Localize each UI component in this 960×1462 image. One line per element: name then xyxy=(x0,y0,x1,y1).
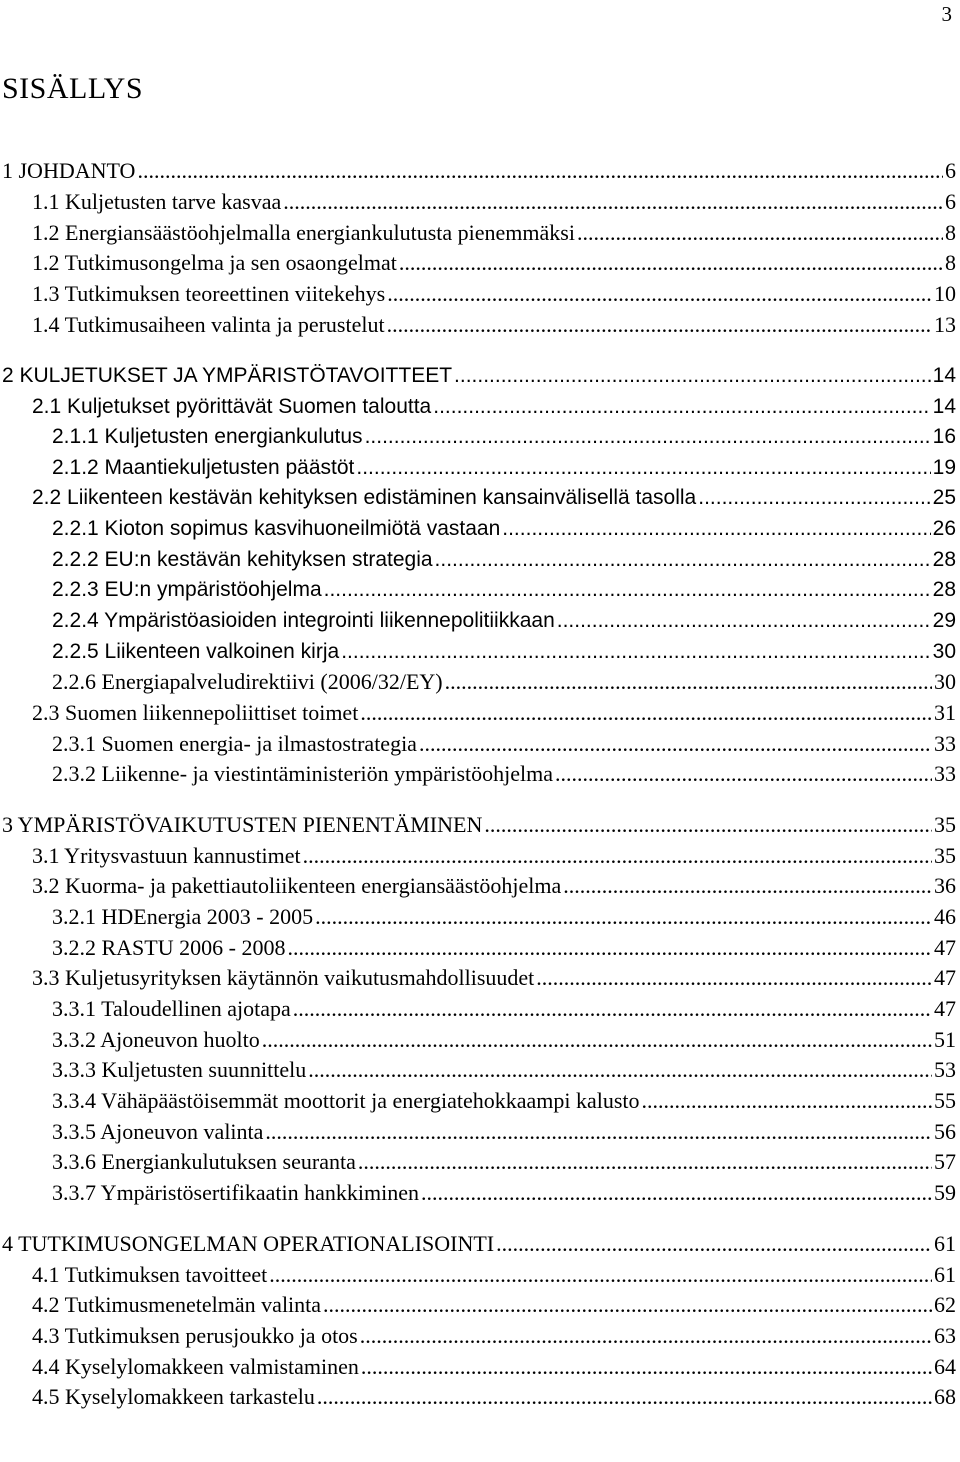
toc-entry-label: 2.1.2 Maantiekuljetusten päästöt xyxy=(52,456,355,479)
toc-entry-label: 2.2.2 EU:n kestävän kehityksen strategia xyxy=(52,548,433,571)
toc-entry[interactable] xyxy=(32,841,956,871)
toc-leader-dots xyxy=(265,1117,932,1147)
toc-entry[interactable] xyxy=(32,1260,956,1290)
toc-entry[interactable] xyxy=(52,1025,956,1055)
toc-entry[interactable] xyxy=(32,248,956,278)
toc-leader-dots xyxy=(387,310,932,340)
toc-leader-dots xyxy=(563,871,932,901)
toc-entry-page: 26 xyxy=(932,517,956,540)
toc-entry-label: 2.2.1 Kioton sopimus kasvihuoneilmiötä vastaan xyxy=(52,517,501,540)
toc-entry[interactable] xyxy=(52,1117,956,1147)
toc-leader-dots xyxy=(323,1290,932,1320)
toc-entry[interactable] xyxy=(2,361,956,391)
toc-entry-label: 2.2.5 Liikenteen valkoinen kirja xyxy=(52,640,340,663)
toc-entry[interactable] xyxy=(32,698,956,728)
toc-leader-dots xyxy=(421,1178,932,1208)
toc-entry[interactable] xyxy=(2,156,956,186)
toc-entry-page: 47 xyxy=(934,996,956,1021)
toc-entry-page: 63 xyxy=(934,1323,956,1348)
toc-leader-dots xyxy=(387,279,932,309)
toc-entry-page: 68 xyxy=(934,1384,956,1409)
toc-leader-dots xyxy=(536,963,932,993)
toc-entry[interactable] xyxy=(52,453,956,483)
toc-entry[interactable] xyxy=(52,902,956,932)
toc-entry-page: 57 xyxy=(934,1149,956,1174)
toc-leader-dots xyxy=(557,606,931,636)
toc-entry[interactable] xyxy=(32,1290,956,1320)
toc-entry-page: 16 xyxy=(932,425,956,448)
toc-entry[interactable] xyxy=(52,1178,956,1208)
toc-entry[interactable] xyxy=(32,871,956,901)
toc-leader-dots xyxy=(365,422,931,452)
page-number: 3 xyxy=(941,2,952,26)
toc-leader-dots xyxy=(399,248,943,278)
toc-entry-label: 3.3.2 Ajoneuvon huolto xyxy=(52,1027,260,1052)
toc-entry[interactable] xyxy=(52,1147,956,1177)
toc-entry-page: 29 xyxy=(932,609,956,632)
toc-entry-label: 3.1 Yritysvastuun kannustimet xyxy=(32,843,301,868)
toc-entry-label: 3.3.1 Taloudellinen ajotapa xyxy=(52,996,291,1021)
toc-entry-label: 2.2 Liikenteen kestävän kehityksen edistäminen kansainvälisellä tasolla xyxy=(32,486,697,509)
toc-entry-label: 3.3.7 Ympäristösertifikaatin hankkiminen xyxy=(52,1180,419,1205)
toc-entry-page: 28 xyxy=(932,578,956,601)
toc-entry-page: 46 xyxy=(934,904,956,929)
toc-leader-dots xyxy=(283,187,943,217)
toc-entry[interactable] xyxy=(52,606,956,636)
toc-entry-label: 1.2 Tutkimusongelma ja sen osaongelmat xyxy=(32,250,397,275)
toc-leader-dots xyxy=(341,637,930,667)
toc-leader-dots xyxy=(419,729,932,759)
toc-entry-label: 2.3.2 Liikenne- ja viestintäministeriön ympäristöohjelma xyxy=(52,761,554,786)
toc-entry-page: 53 xyxy=(934,1057,956,1082)
toc-entry[interactable] xyxy=(32,187,956,217)
toc-entry-page: 8 xyxy=(945,220,956,245)
toc-leader-dots xyxy=(698,483,930,513)
toc-entry-page: 8 xyxy=(945,250,956,275)
toc-entry[interactable] xyxy=(52,545,956,575)
toc-entry-label: 3.3.6 Energiankulutuksen seuranta xyxy=(52,1149,356,1174)
toc-entry-page: 64 xyxy=(934,1354,956,1379)
toc-entry[interactable] xyxy=(32,310,956,340)
toc-entry[interactable] xyxy=(52,1086,956,1116)
toc-entry-label: 4.3 Tutkimuksen perusjoukko ja otos xyxy=(32,1323,358,1348)
toc-entry[interactable] xyxy=(52,637,956,667)
toc-entry-page: 61 xyxy=(934,1262,956,1287)
toc-leader-dots xyxy=(308,1055,932,1085)
toc-entry-page: 35 xyxy=(934,843,956,868)
toc-entry-label: 3.3 Kuljetusyrityksen käytännön vaikutusmahdollisuudet xyxy=(32,965,535,990)
toc-leader-dots xyxy=(454,361,931,391)
toc-entry-page: 59 xyxy=(934,1180,956,1205)
toc-entry-label: 3.3.4 Vähäpäästöisemmät moottorit ja energiatehokkaampi kalusto xyxy=(52,1088,640,1113)
toc-entry[interactable] xyxy=(32,963,956,993)
toc-entry-label: 4.2 Tutkimusmenetelmän valinta xyxy=(32,1292,322,1317)
toc-entry-page: 36 xyxy=(934,873,956,898)
toc-entry-label: 1.1 Kuljetusten tarve kasvaa xyxy=(32,189,282,214)
toc-entry-label: 2.3.1 Suomen energia- ja ilmastostrategia xyxy=(52,731,417,756)
toc-entry[interactable] xyxy=(32,392,956,422)
toc-leader-dots xyxy=(360,698,932,728)
toc-entry-page: 10 xyxy=(934,281,956,306)
toc-entry-page: 47 xyxy=(934,965,956,990)
toc-entry-page: 13 xyxy=(934,312,956,337)
toc-entry-page: 30 xyxy=(934,669,956,694)
toc-entry[interactable] xyxy=(32,218,956,248)
toc-leader-dots xyxy=(356,453,930,483)
toc-entry-page: 19 xyxy=(932,456,956,479)
toc-entry-label: 2.1 Kuljetukset pyörittävät Suomen taloutta xyxy=(32,395,432,418)
toc-entry-page: 61 xyxy=(934,1231,956,1256)
toc-entry-page: 25 xyxy=(932,486,956,509)
toc-entry-label: 3.2 Kuorma- ja pakettiautoliikenteen energiansäästöohjelma xyxy=(32,873,562,898)
toc-leader-dots xyxy=(433,392,930,422)
toc-leader-dots xyxy=(303,841,932,871)
toc-entry-label: 4.5 Kyselylomakkeen tarkastelu xyxy=(32,1384,315,1409)
toc-entry-page: 28 xyxy=(932,548,956,571)
toc-entry[interactable] xyxy=(52,514,956,544)
toc-title: SISÄLLYS xyxy=(2,72,144,105)
toc-entry-page: 35 xyxy=(934,812,956,837)
toc-entry-label: 2.1.1 Kuljetusten energiankulutus xyxy=(52,425,363,448)
toc-entry-page: 6 xyxy=(945,189,956,214)
toc-entry-label: 2.3 Suomen liikennepoliittiset toimet xyxy=(32,700,359,725)
toc-leader-dots xyxy=(496,1229,932,1259)
toc-entry[interactable] xyxy=(52,422,956,452)
toc-leader-dots xyxy=(324,575,931,605)
toc-entry[interactable] xyxy=(32,1321,956,1351)
toc-entry-label: 3.2.1 HDEnergia 2003 - 2005 xyxy=(52,904,314,929)
toc-entry-label: 3.3.5 Ajoneuvon valinta xyxy=(52,1119,264,1144)
toc-leader-dots xyxy=(445,667,932,697)
toc-entry[interactable] xyxy=(32,1352,956,1382)
toc-leader-dots xyxy=(577,218,943,248)
toc-entry-page: 47 xyxy=(934,935,956,960)
toc-entry[interactable] xyxy=(52,933,956,963)
toc-entry-page: 30 xyxy=(932,640,956,663)
toc-entry[interactable] xyxy=(52,1055,956,1085)
toc-entry-page: 55 xyxy=(934,1088,956,1113)
toc-entry[interactable] xyxy=(32,483,956,513)
toc-leader-dots xyxy=(358,1147,932,1177)
toc-entry-label: 4 TUTKIMUSONGELMAN OPERATIONALISOINTI xyxy=(2,1231,495,1256)
toc-entry[interactable] xyxy=(2,810,956,840)
toc-entry-page: 31 xyxy=(934,700,956,725)
toc-entry-page: 33 xyxy=(934,761,956,786)
toc-leader-dots xyxy=(269,1260,932,1290)
toc-leader-dots xyxy=(317,1382,932,1412)
toc-leader-dots xyxy=(361,1352,932,1382)
toc-entry-label: 2.2.4 Ympäristöasioiden integrointi liikennepolitiikkaan xyxy=(52,609,555,632)
toc-leader-dots xyxy=(315,902,932,932)
toc-entry[interactable] xyxy=(32,279,956,309)
toc-leader-dots xyxy=(360,1321,932,1351)
toc-entry-label: 1.4 Tutkimusaiheen valinta ja perustelut xyxy=(32,312,385,337)
toc-entry-label: 3.3.3 Kuljetusten suunnittelu xyxy=(52,1057,307,1082)
toc-entry[interactable] xyxy=(52,575,956,605)
toc-entry-label: 1 JOHDANTO xyxy=(2,158,136,183)
toc-entry-page: 6 xyxy=(945,158,956,183)
toc-entry[interactable] xyxy=(32,1382,956,1412)
toc-entry-label: 4.1 Tutkimuksen tavoitteet xyxy=(32,1262,268,1287)
toc-entry-page: 14 xyxy=(932,364,956,387)
toc-leader-dots xyxy=(293,994,932,1024)
toc-leader-dots xyxy=(287,933,932,963)
toc-entry-page: 14 xyxy=(932,395,956,418)
toc-leader-dots xyxy=(137,156,943,186)
toc-entry[interactable] xyxy=(52,994,956,1024)
toc-leader-dots xyxy=(642,1086,932,1116)
toc-entry-label: 2.2.6 Energiapalveludirektiivi (2006/32/EY) xyxy=(52,669,443,694)
toc-leader-dots xyxy=(502,514,930,544)
toc-entry-label: 1.3 Tutkimuksen teoreettinen viitekehys xyxy=(32,281,386,306)
toc-entry-label: 2 KULJETUKSET JA YMPÄRISTÖTAVOITTEET xyxy=(2,364,453,387)
toc-leader-dots xyxy=(435,545,931,575)
toc-leader-dots xyxy=(262,1025,932,1055)
toc-entry-label: 2.2.3 EU:n ympäristöohjelma xyxy=(52,578,322,601)
toc-entry[interactable] xyxy=(2,1229,956,1259)
toc-entry-label: 4.4 Kyselylomakkeen valmistaminen xyxy=(32,1354,359,1379)
toc-leader-dots xyxy=(555,759,932,789)
toc-entry[interactable] xyxy=(52,759,956,789)
toc-entry-page: 56 xyxy=(934,1119,956,1144)
toc-leader-dots xyxy=(484,810,932,840)
toc-entry-page: 33 xyxy=(934,731,956,756)
toc-entry[interactable] xyxy=(52,729,956,759)
toc-entry-page: 62 xyxy=(934,1292,956,1317)
toc-entry-label: 3 YMPÄRISTÖVAIKUTUSTEN PIENENTÄMINEN xyxy=(2,812,483,837)
toc-entry-page: 51 xyxy=(934,1027,956,1052)
toc-entry-label: 3.2.2 RASTU 2006 - 2008 xyxy=(52,935,286,960)
toc-entry-label: 1.2 Energiansäästöohjelmalla energiankulutusta pienemmäksi xyxy=(32,220,575,245)
toc-entry[interactable] xyxy=(52,667,956,697)
